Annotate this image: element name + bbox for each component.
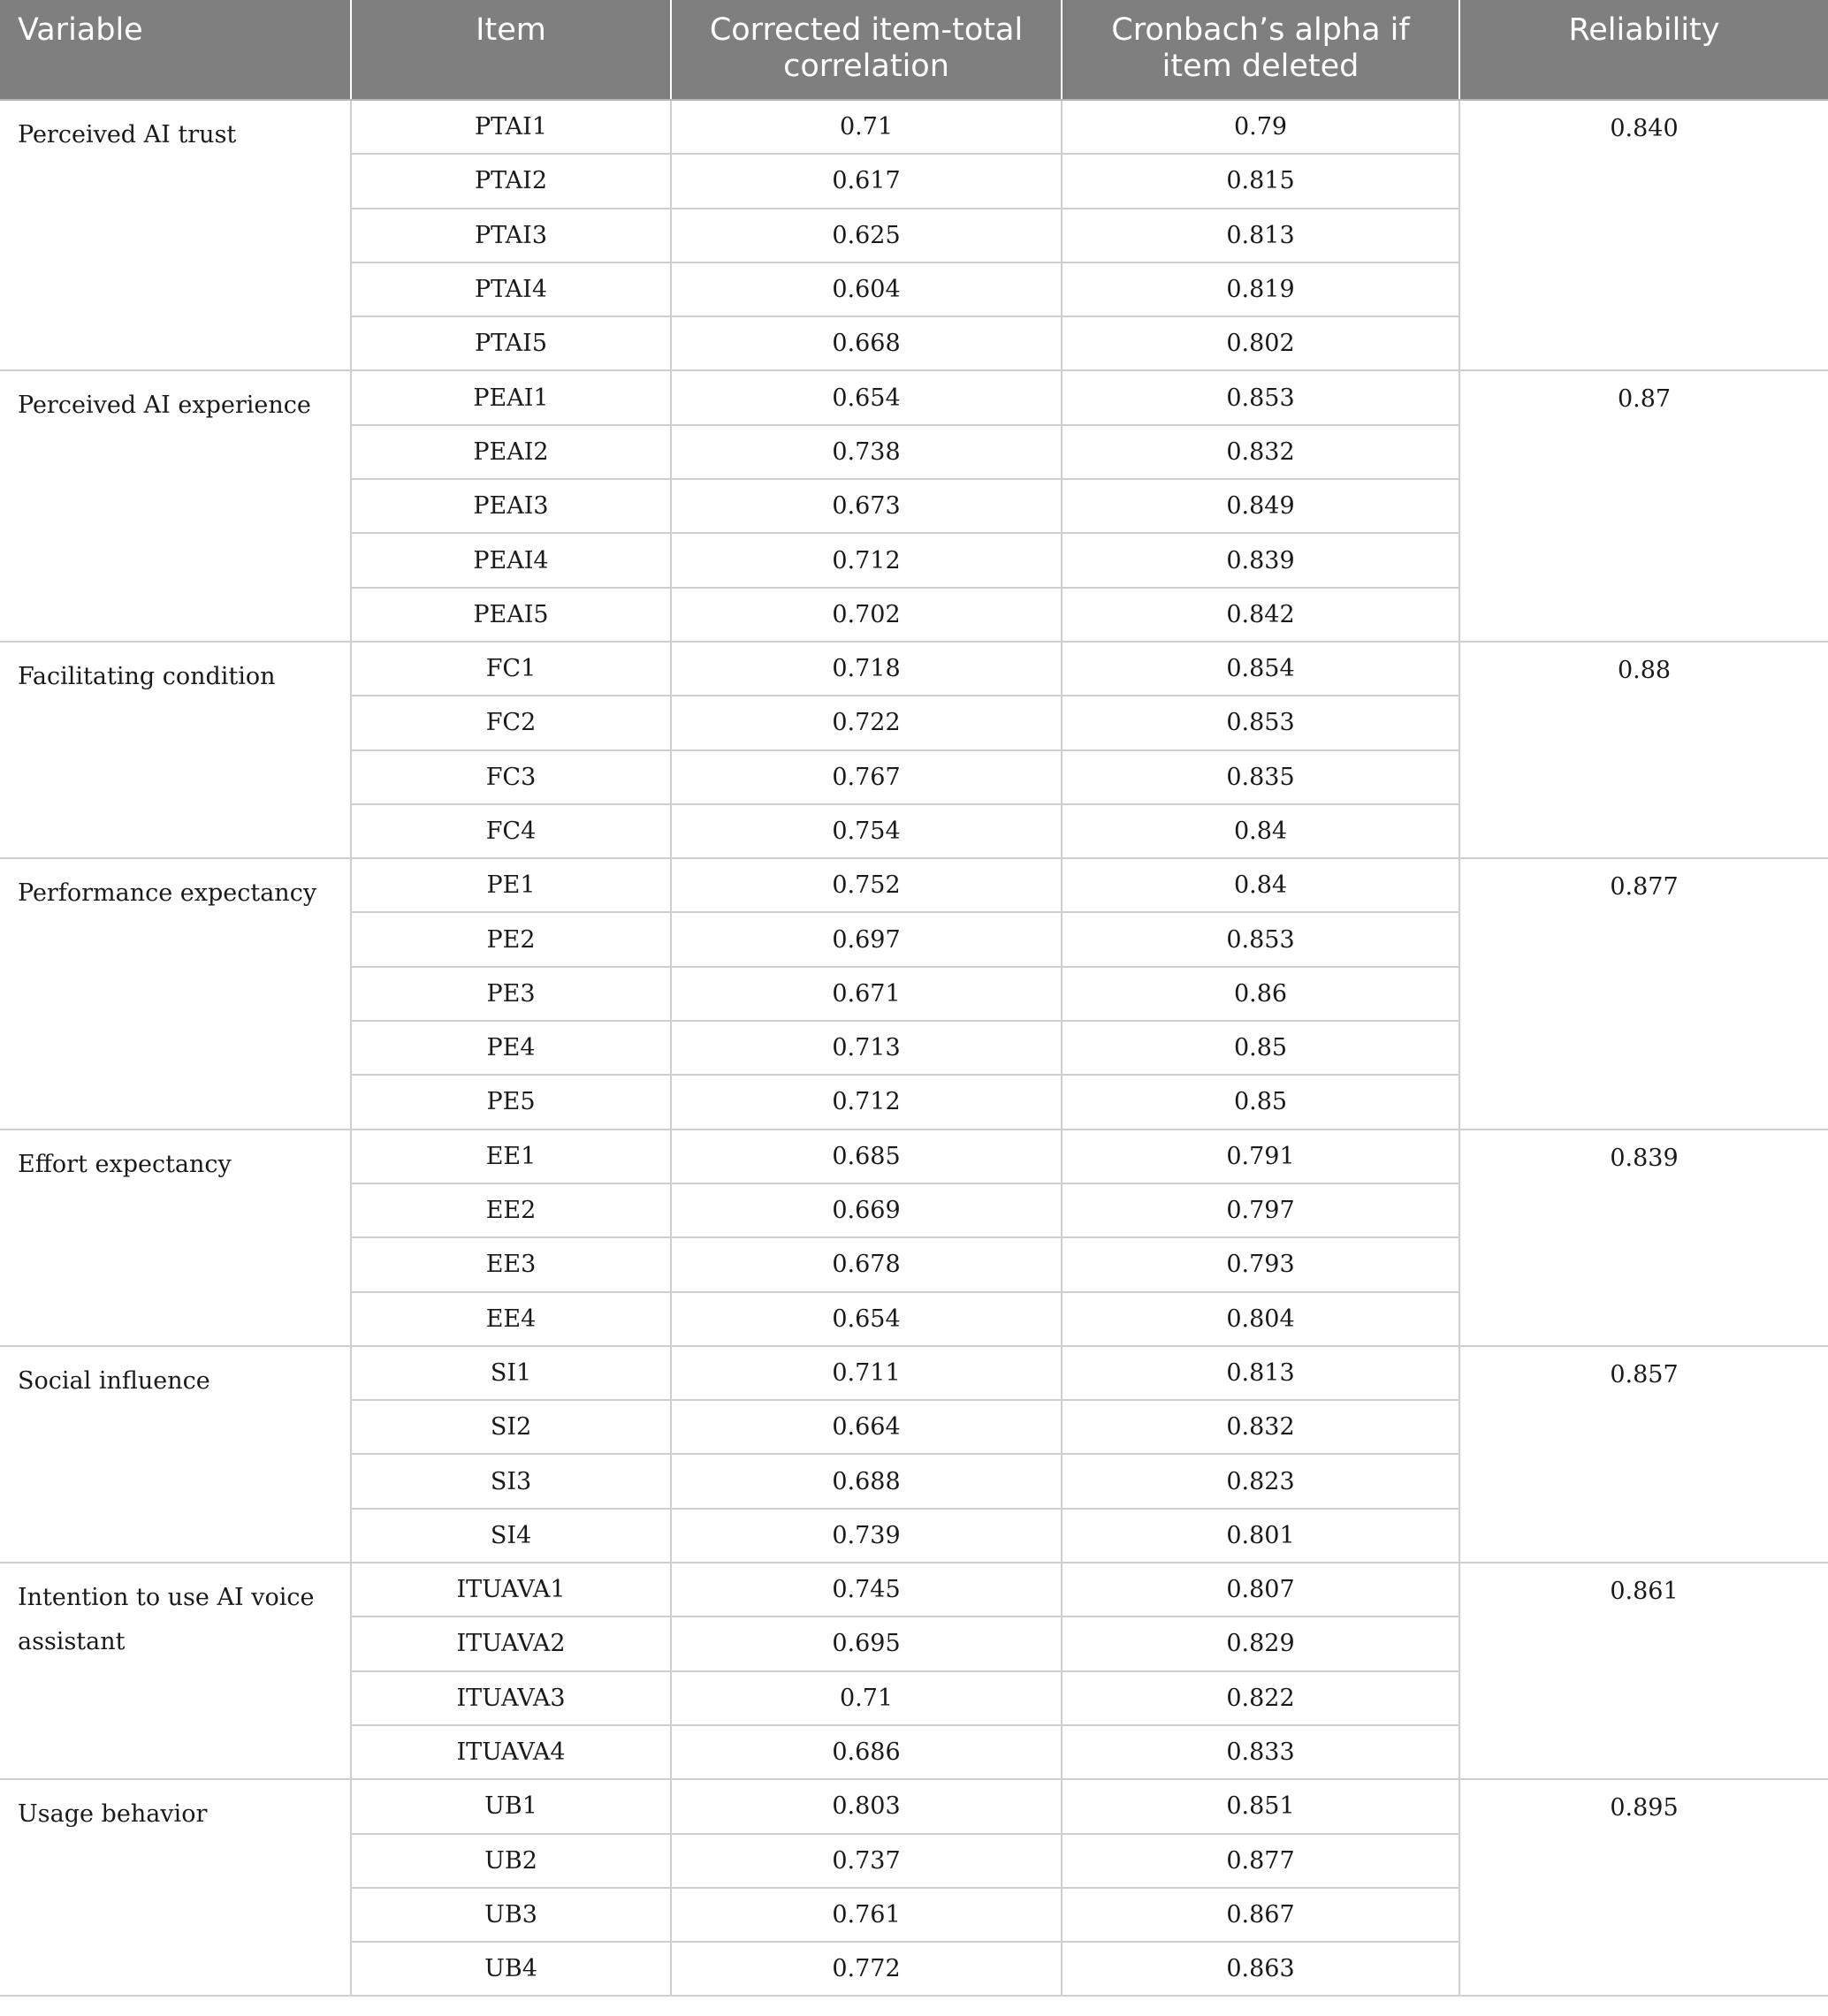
corrected-item-total-correlation-cell: 0.654 bbox=[671, 370, 1062, 424]
reliability-cell: 0.857 bbox=[1459, 1346, 1828, 1563]
corrected-item-total-correlation-cell: 0.654 bbox=[671, 1292, 1062, 1346]
item-cell: EE3 bbox=[351, 1237, 671, 1291]
alpha-if-deleted-cell: 0.85 bbox=[1062, 1075, 1459, 1129]
corrected-item-total-correlation-cell: 0.722 bbox=[671, 696, 1062, 749]
item-cell: SI4 bbox=[351, 1509, 671, 1563]
alpha-if-deleted-cell: 0.832 bbox=[1062, 425, 1459, 479]
item-cell: PEAI5 bbox=[351, 588, 671, 642]
reliability-cell: 0.877 bbox=[1459, 858, 1828, 1129]
alpha-if-deleted-cell: 0.84 bbox=[1062, 804, 1459, 858]
item-cell: SI1 bbox=[351, 1346, 671, 1400]
alpha-if-deleted-cell: 0.813 bbox=[1062, 1346, 1459, 1400]
item-cell: EE2 bbox=[351, 1183, 671, 1237]
item-cell: PTAI2 bbox=[351, 154, 671, 208]
table-body bbox=[0, 100, 1828, 1996]
alpha-if-deleted-cell: 0.802 bbox=[1062, 316, 1459, 370]
variable-cell: Performance expectancy bbox=[0, 858, 351, 1129]
corrected-item-total-correlation-cell: 0.688 bbox=[671, 1454, 1062, 1508]
header-corrected-item-total-correlation: Corrected item-total correlation bbox=[671, 0, 1062, 100]
alpha-if-deleted-cell: 0.804 bbox=[1062, 1292, 1459, 1346]
table-row bbox=[0, 370, 1828, 424]
alpha-if-deleted-cell: 0.86 bbox=[1062, 967, 1459, 1021]
alpha-if-deleted-cell: 0.797 bbox=[1062, 1183, 1459, 1237]
alpha-if-deleted-cell: 0.79 bbox=[1062, 100, 1459, 154]
table-row bbox=[0, 100, 1828, 154]
alpha-if-deleted-cell: 0.801 bbox=[1062, 1509, 1459, 1563]
corrected-item-total-correlation-cell: 0.712 bbox=[671, 533, 1062, 587]
item-cell: PE4 bbox=[351, 1021, 671, 1075]
variable-cell: Effort expectancy bbox=[0, 1130, 351, 1346]
item-cell: SI3 bbox=[351, 1454, 671, 1508]
table-row bbox=[0, 1563, 1828, 1617]
alpha-if-deleted-cell: 0.853 bbox=[1062, 696, 1459, 749]
alpha-if-deleted-cell: 0.849 bbox=[1062, 479, 1459, 533]
alpha-if-deleted-cell: 0.84 bbox=[1062, 858, 1459, 912]
corrected-item-total-correlation-cell: 0.71 bbox=[671, 100, 1062, 154]
table-row bbox=[0, 1346, 1828, 1400]
alpha-if-deleted-cell: 0.833 bbox=[1062, 1725, 1459, 1779]
corrected-item-total-correlation-cell: 0.713 bbox=[671, 1021, 1062, 1075]
item-cell: ITUAVA3 bbox=[351, 1671, 671, 1725]
table-row bbox=[0, 858, 1828, 912]
corrected-item-total-correlation-cell: 0.739 bbox=[671, 1509, 1062, 1563]
alpha-if-deleted-cell: 0.791 bbox=[1062, 1130, 1459, 1183]
item-cell: UB3 bbox=[351, 1888, 671, 1942]
variable-cell: Social influence bbox=[0, 1346, 351, 1563]
alpha-if-deleted-cell: 0.853 bbox=[1062, 370, 1459, 424]
item-cell: ITUAVA4 bbox=[351, 1725, 671, 1779]
item-cell: PTAI4 bbox=[351, 262, 671, 316]
item-cell: PEAI1 bbox=[351, 370, 671, 424]
corrected-item-total-correlation-cell: 0.738 bbox=[671, 425, 1062, 479]
corrected-item-total-correlation-cell: 0.669 bbox=[671, 1183, 1062, 1237]
reliability-cell: 0.88 bbox=[1459, 642, 1828, 858]
variable-cell: Intention to use AI voice assistant bbox=[0, 1563, 351, 1779]
corrected-item-total-correlation-cell: 0.712 bbox=[671, 1075, 1062, 1129]
item-cell: EE4 bbox=[351, 1292, 671, 1346]
corrected-item-total-correlation-cell: 0.745 bbox=[671, 1563, 1062, 1617]
alpha-if-deleted-cell: 0.85 bbox=[1062, 1021, 1459, 1075]
corrected-item-total-correlation-cell: 0.711 bbox=[671, 1346, 1062, 1400]
alpha-if-deleted-cell: 0.793 bbox=[1062, 1237, 1459, 1291]
alpha-if-deleted-cell: 0.829 bbox=[1062, 1617, 1459, 1670]
variable-cell: Perceived AI trust bbox=[0, 100, 351, 370]
table-row bbox=[0, 642, 1828, 696]
alpha-if-deleted-cell: 0.867 bbox=[1062, 1888, 1459, 1942]
item-cell: PE2 bbox=[351, 912, 671, 966]
alpha-if-deleted-cell: 0.853 bbox=[1062, 912, 1459, 966]
corrected-item-total-correlation-cell: 0.697 bbox=[671, 912, 1062, 966]
reliability-cell: 0.840 bbox=[1459, 100, 1828, 370]
alpha-if-deleted-cell: 0.832 bbox=[1062, 1400, 1459, 1454]
item-cell: PE1 bbox=[351, 858, 671, 912]
item-cell: FC4 bbox=[351, 804, 671, 858]
corrected-item-total-correlation-cell: 0.752 bbox=[671, 858, 1062, 912]
alpha-if-deleted-cell: 0.854 bbox=[1062, 642, 1459, 696]
item-cell: PTAI5 bbox=[351, 316, 671, 370]
corrected-item-total-correlation-cell: 0.767 bbox=[671, 750, 1062, 804]
item-cell: FC1 bbox=[351, 642, 671, 696]
reliability-cell: 0.861 bbox=[1459, 1563, 1828, 1779]
item-cell: PTAI1 bbox=[351, 100, 671, 154]
item-cell: ITUAVA1 bbox=[351, 1563, 671, 1617]
corrected-item-total-correlation-cell: 0.702 bbox=[671, 588, 1062, 642]
item-cell: UB2 bbox=[351, 1834, 671, 1888]
alpha-if-deleted-cell: 0.807 bbox=[1062, 1563, 1459, 1617]
corrected-item-total-correlation-cell: 0.761 bbox=[671, 1888, 1062, 1942]
alpha-if-deleted-cell: 0.835 bbox=[1062, 750, 1459, 804]
corrected-item-total-correlation-cell: 0.71 bbox=[671, 1671, 1062, 1725]
item-cell: EE1 bbox=[351, 1130, 671, 1183]
alpha-if-deleted-cell: 0.813 bbox=[1062, 209, 1459, 262]
header-alpha-if-deleted: Cronbach’s alpha if item deleted bbox=[1062, 0, 1459, 100]
header-reliability: Reliability bbox=[1459, 0, 1828, 100]
corrected-item-total-correlation-cell: 0.772 bbox=[671, 1942, 1062, 1996]
header-variable: Variable bbox=[0, 0, 351, 100]
variable-cell: Perceived AI experience bbox=[0, 370, 351, 641]
corrected-item-total-correlation-cell: 0.673 bbox=[671, 479, 1062, 533]
item-cell: PEAI4 bbox=[351, 533, 671, 587]
corrected-item-total-correlation-cell: 0.803 bbox=[671, 1779, 1062, 1833]
item-cell: SI2 bbox=[351, 1400, 671, 1454]
alpha-if-deleted-cell: 0.877 bbox=[1062, 1834, 1459, 1888]
header-row bbox=[0, 0, 1828, 100]
item-cell: FC3 bbox=[351, 750, 671, 804]
corrected-item-total-correlation-cell: 0.685 bbox=[671, 1130, 1062, 1183]
table-row bbox=[0, 1779, 1828, 1833]
alpha-if-deleted-cell: 0.823 bbox=[1062, 1454, 1459, 1508]
header-item: Item bbox=[351, 0, 671, 100]
item-cell: PTAI3 bbox=[351, 209, 671, 262]
item-cell: UB4 bbox=[351, 1942, 671, 1996]
alpha-if-deleted-cell: 0.819 bbox=[1062, 262, 1459, 316]
reliability-cell: 0.895 bbox=[1459, 1779, 1828, 1996]
variable-cell: Usage behavior bbox=[0, 1779, 351, 1996]
reliability-cell: 0.87 bbox=[1459, 370, 1828, 641]
alpha-if-deleted-cell: 0.839 bbox=[1062, 533, 1459, 587]
item-cell: PEAI2 bbox=[351, 425, 671, 479]
item-cell: PEAI3 bbox=[351, 479, 671, 533]
item-cell: PE5 bbox=[351, 1075, 671, 1129]
alpha-if-deleted-cell: 0.851 bbox=[1062, 1779, 1459, 1833]
alpha-if-deleted-cell: 0.815 bbox=[1062, 154, 1459, 208]
corrected-item-total-correlation-cell: 0.695 bbox=[671, 1617, 1062, 1670]
item-cell: FC2 bbox=[351, 696, 671, 749]
reliability-cell: 0.839 bbox=[1459, 1130, 1828, 1346]
alpha-if-deleted-cell: 0.822 bbox=[1062, 1671, 1459, 1725]
alpha-if-deleted-cell: 0.842 bbox=[1062, 588, 1459, 642]
corrected-item-total-correlation-cell: 0.754 bbox=[671, 804, 1062, 858]
item-cell: ITUAVA2 bbox=[351, 1617, 671, 1670]
variable-cell: Facilitating condition bbox=[0, 642, 351, 858]
corrected-item-total-correlation-cell: 0.617 bbox=[671, 154, 1062, 208]
alpha-if-deleted-cell: 0.863 bbox=[1062, 1942, 1459, 1996]
table-row bbox=[0, 1130, 1828, 1183]
corrected-item-total-correlation-cell: 0.604 bbox=[671, 262, 1062, 316]
item-cell: UB1 bbox=[351, 1779, 671, 1833]
corrected-item-total-correlation-cell: 0.678 bbox=[671, 1237, 1062, 1291]
corrected-item-total-correlation-cell: 0.737 bbox=[671, 1834, 1062, 1888]
corrected-item-total-correlation-cell: 0.664 bbox=[671, 1400, 1062, 1454]
corrected-item-total-correlation-cell: 0.668 bbox=[671, 316, 1062, 370]
corrected-item-total-correlation-cell: 0.686 bbox=[671, 1725, 1062, 1779]
item-cell: PE3 bbox=[351, 967, 671, 1021]
table-header bbox=[0, 0, 1828, 100]
corrected-item-total-correlation-cell: 0.671 bbox=[671, 967, 1062, 1021]
corrected-item-total-correlation-cell: 0.718 bbox=[671, 642, 1062, 696]
corrected-item-total-correlation-cell: 0.625 bbox=[671, 209, 1062, 262]
